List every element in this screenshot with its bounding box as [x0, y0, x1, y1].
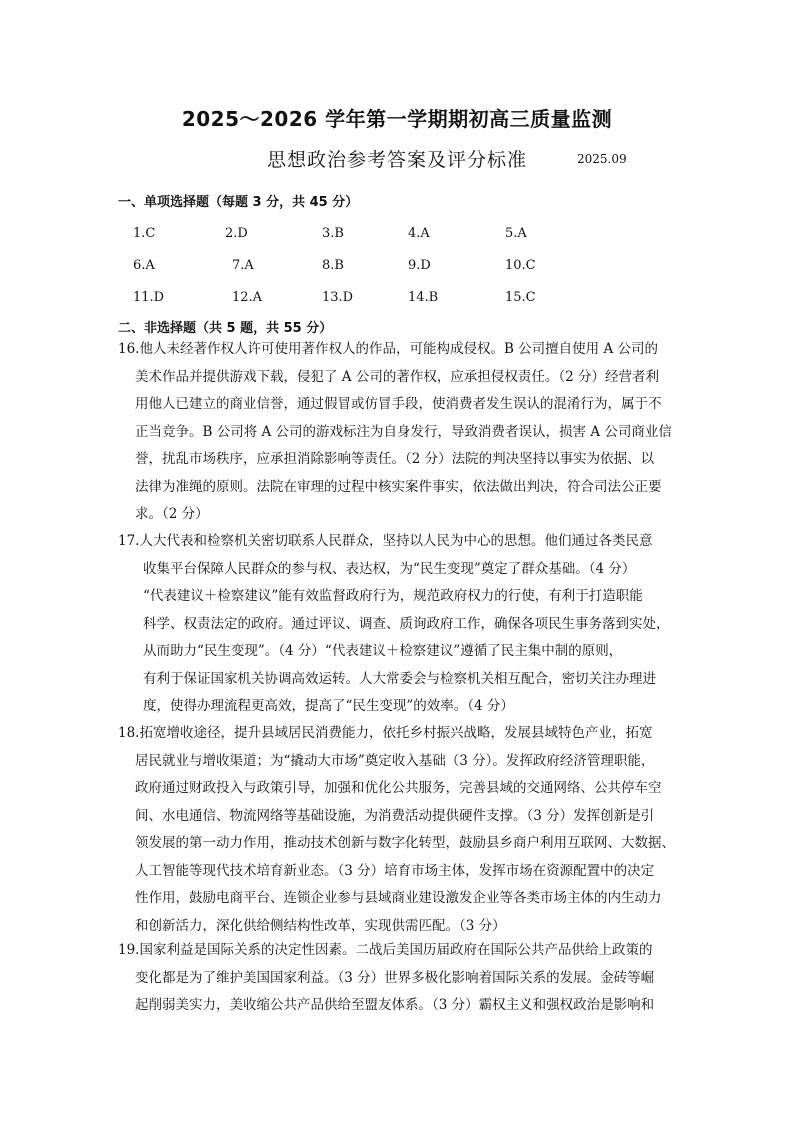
answer-line: 领发展的第一动力作用，推动技术创新与数字化转型，鼓励县乡商户利用互联网、大数据、	[135, 835, 675, 851]
answer-line: 美术作品并提供游戏下载，侵犯了 A 公司的著作权，应承担侵权责任。（2 分）经营者利	[135, 368, 659, 385]
answer-line: 正当竞争。B 公司将 A 公司的游戏标注为自身发行，导致消费者误认，损害 A 公司商业信	[135, 423, 672, 440]
mc-answer: 14.B	[408, 290, 439, 305]
answer-line: 和创新活力，深化供给侧结构性改革，实现供需匹配。（3 分）	[135, 917, 506, 934]
answer-q18	[118, 720, 678, 940]
mc-answer: 10.C	[505, 258, 536, 273]
answer-line: 誉，扰乱市场秩序，应承担消除影响等责任。（2 分）法院的判决坚持以事实为依据、以	[135, 451, 655, 467]
exam-date: 2025.09	[577, 152, 627, 166]
mc-answer: 7.A	[232, 258, 254, 273]
answer-q19	[118, 937, 678, 1020]
mc-answer: 9.D	[408, 258, 431, 273]
mc-answer: 2.D	[225, 226, 248, 241]
page-title: 2025～2026 学年第一学期期初高三质量监测	[181, 107, 613, 131]
mc-answer: 12.A	[232, 290, 263, 305]
mc-answer: 8.B	[322, 258, 344, 273]
answer-line: 政府通过财政投入与政策引导，加强和优化公共服务，完善县域的交通网络、公共停车空	[135, 780, 662, 796]
page-subtitle: 思想政治参考答案及评分标准	[266, 149, 527, 171]
mc-answer: 3.B	[322, 226, 344, 241]
mc-answer: 13.D	[322, 290, 354, 305]
answer-line: 变化都是为了维护美国国家利益。（3 分）世界多极化影响着国际关系的发展。金砖等崛	[135, 969, 655, 986]
section2-heading: 二、非选择题（共 5 题，共 55 分）	[118, 321, 333, 336]
answer-line: 度，使得办理流程更高效，提高了“民生变现”的效率。（4 分）	[143, 698, 514, 714]
mc-answer: 6.A	[133, 258, 155, 273]
answer-line: 居民就业与增收渠道；为“撬动大市场”奠定收入基础（3 分）。发挥政府经济管理职能，	[135, 752, 655, 769]
answer-line: 求。（2 分）	[135, 506, 209, 522]
mc-answer: 15.C	[505, 290, 536, 305]
answer-line: “代表建议＋检察建议”能有效监督政府行为，规范政府权力的行使，有利于打造职能	[143, 588, 643, 604]
answer-q17	[118, 528, 678, 721]
answer-q16	[118, 336, 678, 529]
answer-line: 用他人已建立的商业信誉，通过假冒或仿冒手段，使消费者发生误认的混淆行为，属于不	[135, 396, 662, 412]
answer-line: 起削弱美实力，美收缩公共产品供给至盟友体系。（3 分）霸权主义和强权政治是影响和	[135, 997, 655, 1013]
answer-line: 16.他人未经著作权人许可使用著作权人的作品，可能构成侵权。B 公司擅自使用 A 公司的	[118, 341, 659, 357]
answer-line: 间、水电通信、物流网络等基础设施，为消费活动提供硬件支撑。（3 分）发挥创新是引	[135, 807, 655, 824]
mc-answer: 5.A	[505, 226, 527, 241]
mc-answer: 4.A	[408, 226, 430, 241]
answer-line: 18.拓宽增收途径，提升县域居民消费能力，依托乡村振兴战略，发展县域特色产业，拓宽	[118, 725, 653, 741]
section1-heading: 一、单项选择题（每题 3 分，共 45 分）	[118, 195, 359, 210]
answer-line: 17.人大代表和检察机关密切联系人民群众，坚持以人民为中心的思想。他们通过各类民意	[118, 533, 653, 549]
answer-line: 19.国家利益是国际关系的决定性因素。二战后美国历届政府在国际公共产品供给上政策的	[118, 942, 653, 958]
mc-answer: 1.C	[133, 226, 156, 241]
mc-answer: 11.D	[133, 290, 165, 305]
answer-line: 科学、权责法定的政府。通过评议、调查、质询政府工作，确保各项民生事务落到实处，	[143, 615, 670, 632]
answer-line: 人工智能等现代技术培育新业态。（3 分）培育市场主体，发挥市场在资源配置中的决定	[135, 862, 655, 879]
answer-line: 从而助力“民生变现”。（4 分）“代表建议＋检察建议”遵循了民主集中制的原则，	[143, 643, 623, 659]
answer-line: 法律为准绳的原则。法院在审理的过程中核实案件事实，依法做出判决，符合司法公正要	[135, 478, 662, 495]
answer-line: 性作用，鼓励电商平台、连锁企业参与县域商业建设激发企业等各类市场主体的内生动力	[135, 890, 662, 906]
answer-line: 收集平台保障人民群众的参与权、表达权，为“民生变现”奠定了群众基础。（4 分）	[143, 560, 636, 577]
answer-line: 有利于保证国家机关协调高效运转。人大常委会与检察机关相互配合，密切关注办理进	[143, 670, 656, 687]
